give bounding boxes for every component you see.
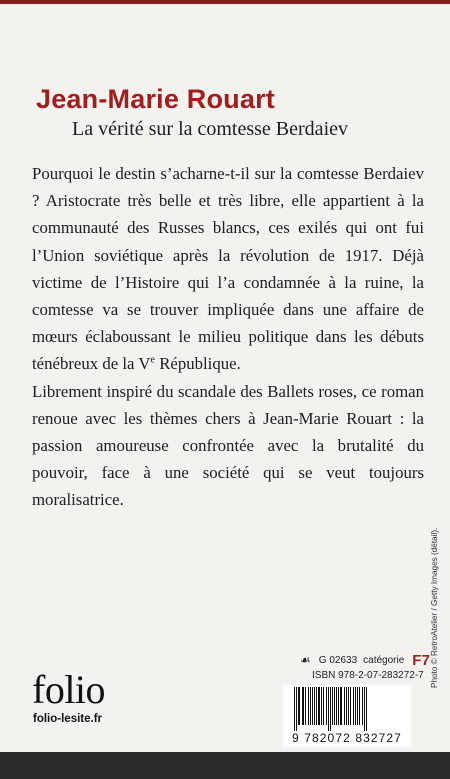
- blurb-paragraph-2: Librement inspiré du scandale des Ballets roses, ce roman renoue avec les thèmes chers à Jean-Marie Rouart : la passion amoureuse confrontée avec la brutalité du pouvoir, face à une société qui se veut toujours moralisatrice.: [32, 381, 424, 510]
- blurb: [32, 160, 424, 514]
- isbn: ISBN 978-2-07-283272-7: [312, 670, 424, 681]
- barcode-bar: [332, 687, 333, 725]
- barcode-bar: [334, 687, 335, 725]
- barcode-bar: [330, 687, 331, 731]
- barcode-bar: [364, 687, 365, 731]
- barcode-bar: [340, 687, 342, 725]
- publisher-mark-icon: ☙: [300, 653, 311, 667]
- catalog-line: [300, 650, 430, 670]
- blurb-paragraph-1-text: Pourquoi le destin s’acharne-t-il sur la comtesse Berdaiev ? Aristocrate très belle et très libre, elle appartient à la communauté des Russes blancs, ces exilés qui ont fui l’Union soviétique après la révolution de 1917. Déjà victime de l’Histoire qui l’a condamnée à la ruine, la comtesse va se trouver impliquée dans une affaire de mœurs éclaboussant le milieu politique dans les débuts ténébreux de la V: [32, 164, 424, 374]
- barcode-bar: [302, 687, 304, 725]
- barcode-bar: [296, 687, 297, 731]
- barcode-bar: [338, 687, 339, 725]
- blurb-superscript: e: [150, 354, 155, 366]
- barcode-bar: [359, 687, 360, 725]
- barcode-bar: [321, 687, 322, 725]
- barcode-bar: [305, 687, 306, 725]
- barcode-digits: 9 782072 832727: [292, 731, 402, 745]
- barcode-bar: [346, 687, 347, 725]
- barcode-bar: [323, 687, 324, 725]
- barcode-bar: [362, 687, 363, 725]
- blurb-paragraph-1-end: République.: [155, 354, 241, 374]
- barcode-bar: [310, 687, 311, 725]
- barcode-bar: [344, 687, 345, 725]
- barcode-bar: [318, 687, 320, 725]
- barcode: [283, 685, 411, 747]
- barcode-bar: [366, 687, 367, 731]
- barcode-bar: [308, 687, 309, 725]
- barcode-bar: [298, 687, 300, 725]
- top-rule: [0, 0, 450, 4]
- category-label: catégorie: [363, 654, 405, 666]
- barcode-bar: [348, 687, 349, 725]
- barcode-bar: [294, 687, 295, 731]
- blurb-paragraph-1: [32, 160, 424, 378]
- barcode-bar: [350, 687, 351, 725]
- barcode-bar: [336, 687, 337, 725]
- category-value: F7: [412, 651, 430, 669]
- barcode-bar: [355, 687, 356, 725]
- barcode-bar: [312, 687, 313, 725]
- publisher-website: folio-lesite.fr: [33, 713, 103, 725]
- barcode-bar: [353, 687, 354, 725]
- photo-credit: Photo © RetroAtelier / Getty Images (détail).: [430, 527, 439, 688]
- barcode-bars-icon: [294, 687, 400, 731]
- barcode-bar: [316, 687, 317, 725]
- barcode-bar: [357, 687, 358, 725]
- author-name: Jean-Marie Rouart: [36, 84, 275, 114]
- barcode-bar: [314, 687, 315, 725]
- book-title: La vérité sur la comtesse Berdaiev: [72, 118, 348, 140]
- publisher-logo: folio: [32, 667, 106, 712]
- barcode-bar: [328, 687, 329, 731]
- barcode-bar: [326, 687, 327, 725]
- bottom-band: [0, 752, 450, 779]
- catalog-code: G 02633: [318, 654, 358, 666]
